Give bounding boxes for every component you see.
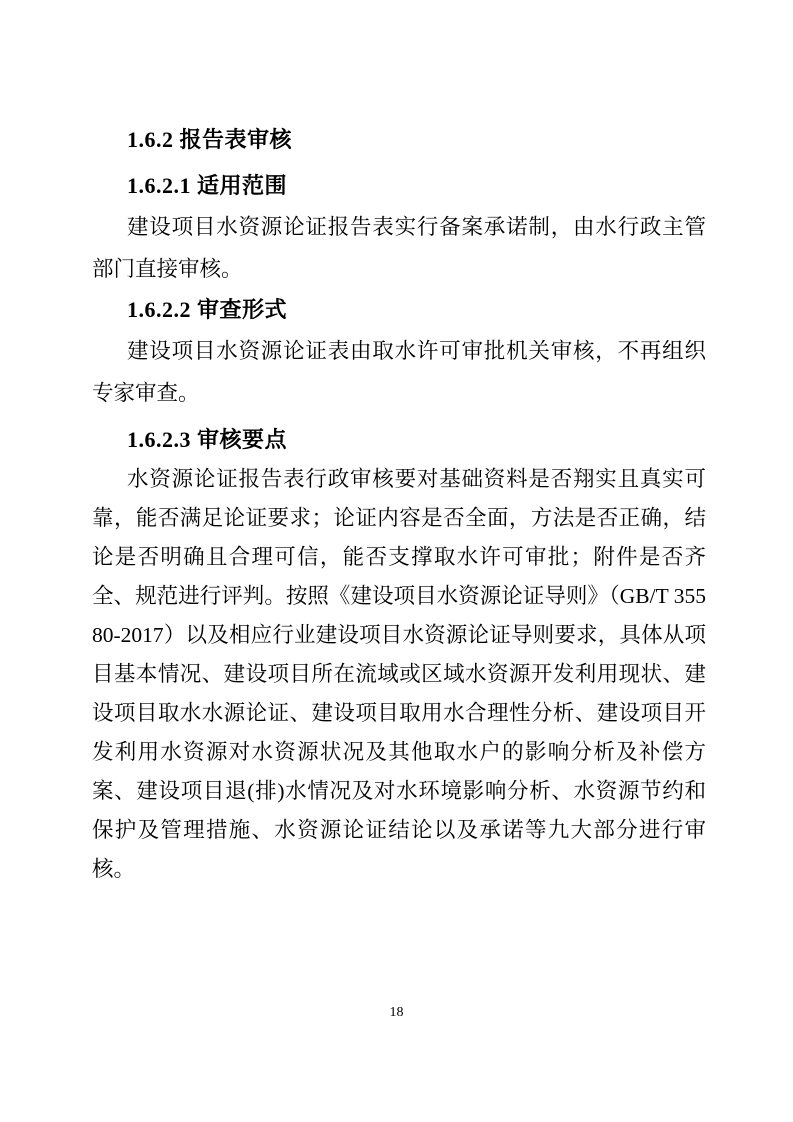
paragraph-review-points: 水资源论证报告表行政审核要对基础资料是否翔实且真实可靠，能否满足论证要求；论证内容是否全面，方法是否正确，结论是否明确且合理可信，能否支撑取水许可审批；附件是否齐全、规范进行评判。按照《建设项目水资源论证导则》（GB/T 35580-2017）以及相应行业建设项目水资源论证导则要求，具体从项目基本情况、建设项目所在流域或区域水资源开发利用现状、建设项目取水水源论证、建设项目取用水合理性分析、建设项目开发利用水资源对水资源状况及其他取水户的影响分析及补偿方案、建设项目退(排)水情况及对水环境影响分析、水资源节约和保护及管理措施、水资源论证结论以及承诺等九大部分进行审核。: [92, 467, 706, 881]
document-body: [92, 120, 706, 889]
page-number: 18: [389, 1005, 404, 1020]
section-heading-1-6-2-2: 1.6.2.2 审查形式: [127, 297, 288, 322]
section-heading-1-6-2-3: 1.6.2.3 审核要点: [127, 427, 288, 452]
section-heading-1-6-2: 1.6.2 报告表审核: [127, 127, 293, 152]
section-heading-1-6-2-1: 1.6.2.1 适用范围: [127, 173, 288, 198]
paragraph-review-form: 建设项目水资源论证表由取水许可审批机关审核，不再组织专家审查。: [92, 339, 706, 405]
paragraph-applicable-scope: 建设项目水资源论证报告表实行备案承诺制，由水行政主管部门直接审核。: [92, 215, 706, 281]
